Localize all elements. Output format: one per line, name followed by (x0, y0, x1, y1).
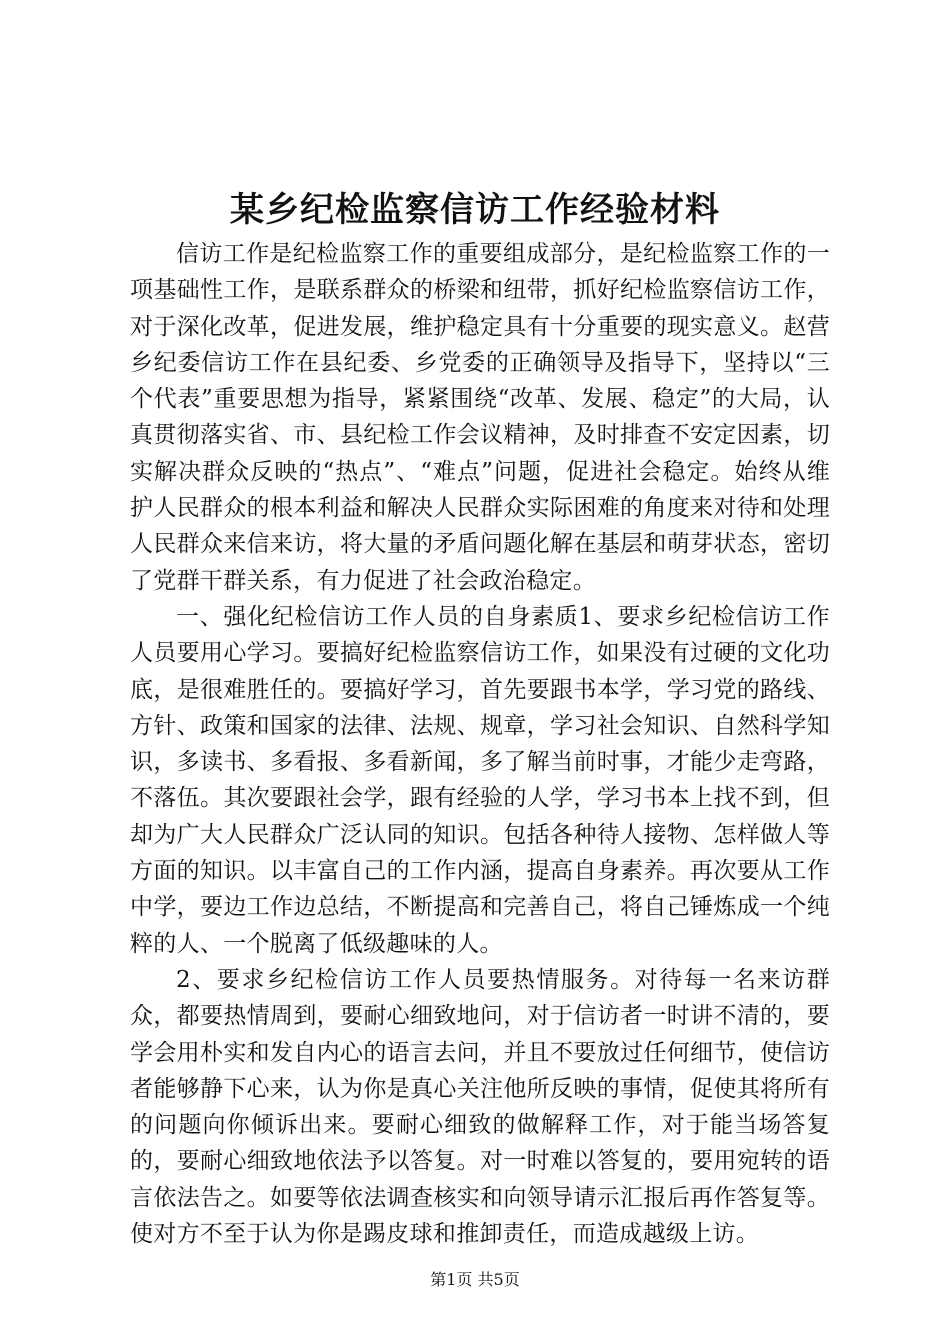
paragraph-item-two: 2、要求乡纪检信访工作人员要热情服务。对待每一名来访群众，都要热情周到，要耐心细致地问，对于信访者一时讲不清的，要学会用朴实和发自内心的语言去问，并且不要放过任何细节，使信访者能够静下心来，认为你是真心关注他所反映的事情，促使其将所有的问题向你倾诉出来。要耐心细致的做解释工作，对于能当场答复的，要耐心细致地依法予以答复。对一时难以答复的，要用宛转的语言依法告之。如要等依法调查核实和向领导请示汇报后再作答复等。使对方不至于认为你是踢皮球和推卸责任，而造成越级上访。 (130, 966, 830, 1248)
document-title: 某乡纪检监察信访工作经验材料 (230, 190, 720, 230)
document-body (130, 236, 830, 1252)
paragraph-section-one: 一、强化纪检信访工作人员的自身素质1、要求乡纪检信访工作人员要用心学习。要搞好纪检监察信访工作，如果没有过硬的文化功底，是很难胜任的。要搞好学习，首先要跟书本学，学习党的路线、方针、政策和国家的法律、法规、规章，学习社会知识、自然科学知识，多读书、多看报、多看新闻，多了解当前时事，才能少走弯路，不落伍。其次要跟社会学，跟有经验的人学，学习书本上找不到，但却为广大人民群众广泛认同的知识。包括各种待人接物、怎样做人等方面的知识。以丰富自己的工作内涵，提高自身素养。再次要从工作中学，要边工作边总结，不断提高和完善自己，将自己锤炼成一个纯粹的人、一个脱离了低级趣味的人。 (130, 603, 830, 957)
page-number-footer: 第1页 共5页 (430, 1270, 520, 1289)
paragraph-intro: 信访工作是纪检监察工作的重要组成部分，是纪检监察工作的一项基础性工作，是联系群众的桥梁和纽带，抓好纪检监察信访工作，对于深化改革，促进发展，维护稳定具有十分重要的现实意义。赵营乡纪委信访工作在县纪委、乡党委的正确领导及指导下，坚持以“三个代表”重要思想为指导，紧紧围绕“改革、发展、稳定”的大局，认真贯彻落实省、市、县纪检工作会议精神，及时排查不安定因素，切实解决群众反映的“热点”、“难点”问题，促进社会稳定。始终从维护人民群众的根本利益和解决人民群众实际困难的角度来对待和处理人民群众来信来访，将大量的矛盾问题化解在基层和萌芽状态，密切了党群干群关系，有力促进了社会政治稳定。 (130, 241, 830, 594)
